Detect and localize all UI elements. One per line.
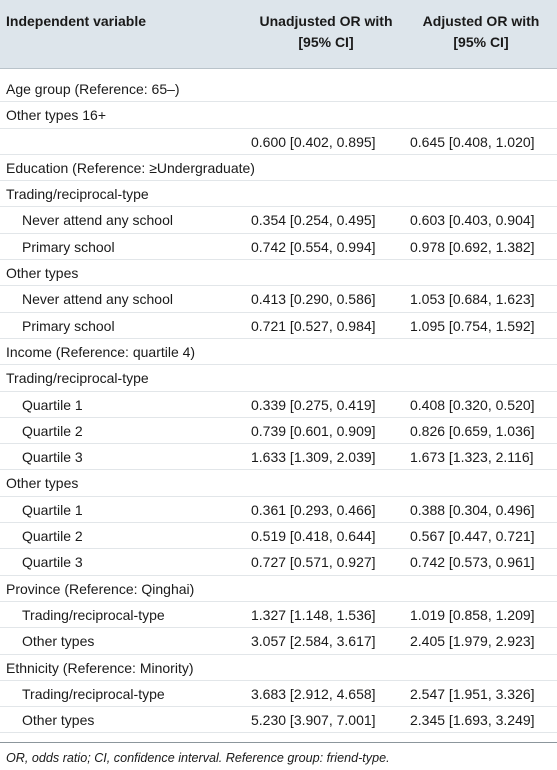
row-label: Other types [22,633,95,650]
table-row [0,102,557,128]
row-unadjusted-or: 0.339 [0.275, 0.419] [251,396,376,413]
header-unadjusted-line1: Unadjusted OR with [259,13,393,29]
row-unadjusted-or: 3.057 [2.584, 3.617] [251,633,376,650]
table-row [0,655,557,681]
row-label: Education (Reference: ≥Undergraduate) [6,159,255,176]
header-adjusted-or [405,11,557,53]
row-label: Trading/reciprocal-type [6,186,149,203]
table-row [0,129,557,155]
row-unadjusted-or: 0.413 [0.290, 0.586] [251,291,376,308]
row-label: Primary school [22,238,115,255]
row-label: Never attend any school [22,291,173,308]
table-row [0,470,557,496]
row-adjusted-or: 1.095 [0.754, 1.592] [410,317,535,334]
row-unadjusted-or: 0.361 [0.293, 0.466] [251,501,376,518]
row-label: Primary school [22,317,115,334]
row-label: Other types 16+ [6,107,107,124]
row-label: Quartile 3 [22,554,83,571]
table-row [0,602,557,628]
row-label: Quartile 3 [22,449,83,466]
table-row [0,286,557,312]
row-unadjusted-or: 0.600 [0.402, 0.895] [251,133,376,150]
row-label: Quartile 1 [22,501,83,518]
table-row [0,76,557,102]
table-row [0,497,557,523]
row-label: Never attend any school [22,212,173,229]
header-independent-variable: Independent variable [6,13,147,29]
table-body [0,76,557,733]
row-adjusted-or: 0.603 [0.403, 0.904] [410,212,535,229]
row-unadjusted-or: 3.683 [2.912, 4.658] [251,685,376,702]
row-unadjusted-or: 1.327 [1.148, 1.536] [251,606,376,623]
table-row [0,234,557,260]
row-unadjusted-or: 0.739 [0.601, 0.909] [251,422,376,439]
table-row [0,681,557,707]
table-row [0,392,557,418]
table-row [0,523,557,549]
table-row [0,155,557,181]
row-adjusted-or: 2.345 [1.693, 3.249] [410,712,535,729]
table-row [0,707,557,733]
row-unadjusted-or: 1.633 [1.309, 2.039] [251,449,376,466]
row-adjusted-or: 0.645 [0.408, 1.020] [410,133,535,150]
row-label: Quartile 2 [22,528,83,545]
row-adjusted-or: 1.673 [1.323, 2.116] [410,449,534,466]
row-adjusted-or: 0.978 [0.692, 1.382] [410,238,535,255]
row-adjusted-or: 0.826 [0.659, 1.036] [410,422,535,439]
header-adjusted-line1: Adjusted OR with [422,13,540,29]
table-row [0,181,557,207]
row-unadjusted-or: 0.742 [0.554, 0.994] [251,238,376,255]
row-adjusted-or: 0.408 [0.320, 0.520] [410,396,535,413]
row-unadjusted-or: 0.354 [0.254, 0.495] [251,212,376,229]
row-label: Trading/reciprocal-type [6,370,149,387]
row-label: Age group (Reference: 65–) [6,81,180,97]
row-adjusted-or: 0.388 [0.304, 0.496] [410,501,535,518]
row-adjusted-or: 1.019 [0.858, 1.209] [410,606,535,623]
table-row [0,418,557,444]
table-row [0,365,557,391]
row-label: Quartile 2 [22,422,83,439]
table-row [0,444,557,470]
table-row [0,313,557,339]
row-adjusted-or: 0.567 [0.447, 0.721] [410,528,535,545]
row-label: Province (Reference: Qinghai) [6,580,195,597]
table-row [0,207,557,233]
row-adjusted-or: 1.053 [0.684, 1.623] [410,291,535,308]
row-label: Other types [22,712,95,729]
table-row [0,339,557,365]
row-label: Quartile 1 [22,396,83,413]
header-unadjusted-or [246,11,406,53]
table-header [0,0,557,69]
row-unadjusted-or: 5.230 [3.907, 7.001] [251,712,376,729]
row-label: Other types [6,475,79,492]
row-label: Other types [6,265,79,282]
row-unadjusted-or: 0.721 [0.527, 0.984] [251,317,376,334]
table-footnote: OR, odds ratio; CI, confidence interval. Reference group: friend-type. [6,751,390,765]
row-unadjusted-or: 0.727 [0.571, 0.927] [251,554,376,571]
row-label: Trading/reciprocal-type [22,606,165,623]
table-row [0,260,557,286]
row-adjusted-or: 0.742 [0.573, 0.961] [410,554,535,571]
row-adjusted-or: 2.547 [1.951, 3.326] [410,685,535,702]
table-row [0,549,557,575]
row-adjusted-or: 2.405 [1.979, 2.923] [410,633,535,650]
row-label: Income (Reference: quartile 4) [6,343,196,360]
table-bottom-rule [0,742,557,743]
row-label: Trading/reciprocal-type [22,685,165,702]
table-row [0,576,557,602]
header-adjusted-line2: [95% CI] [453,34,509,50]
row-label: Ethnicity (Reference: Minority) [6,659,194,676]
header-unadjusted-line2: [95% CI] [298,34,354,50]
table-row [0,628,557,654]
row-unadjusted-or: 0.519 [0.418, 0.644] [251,528,376,545]
